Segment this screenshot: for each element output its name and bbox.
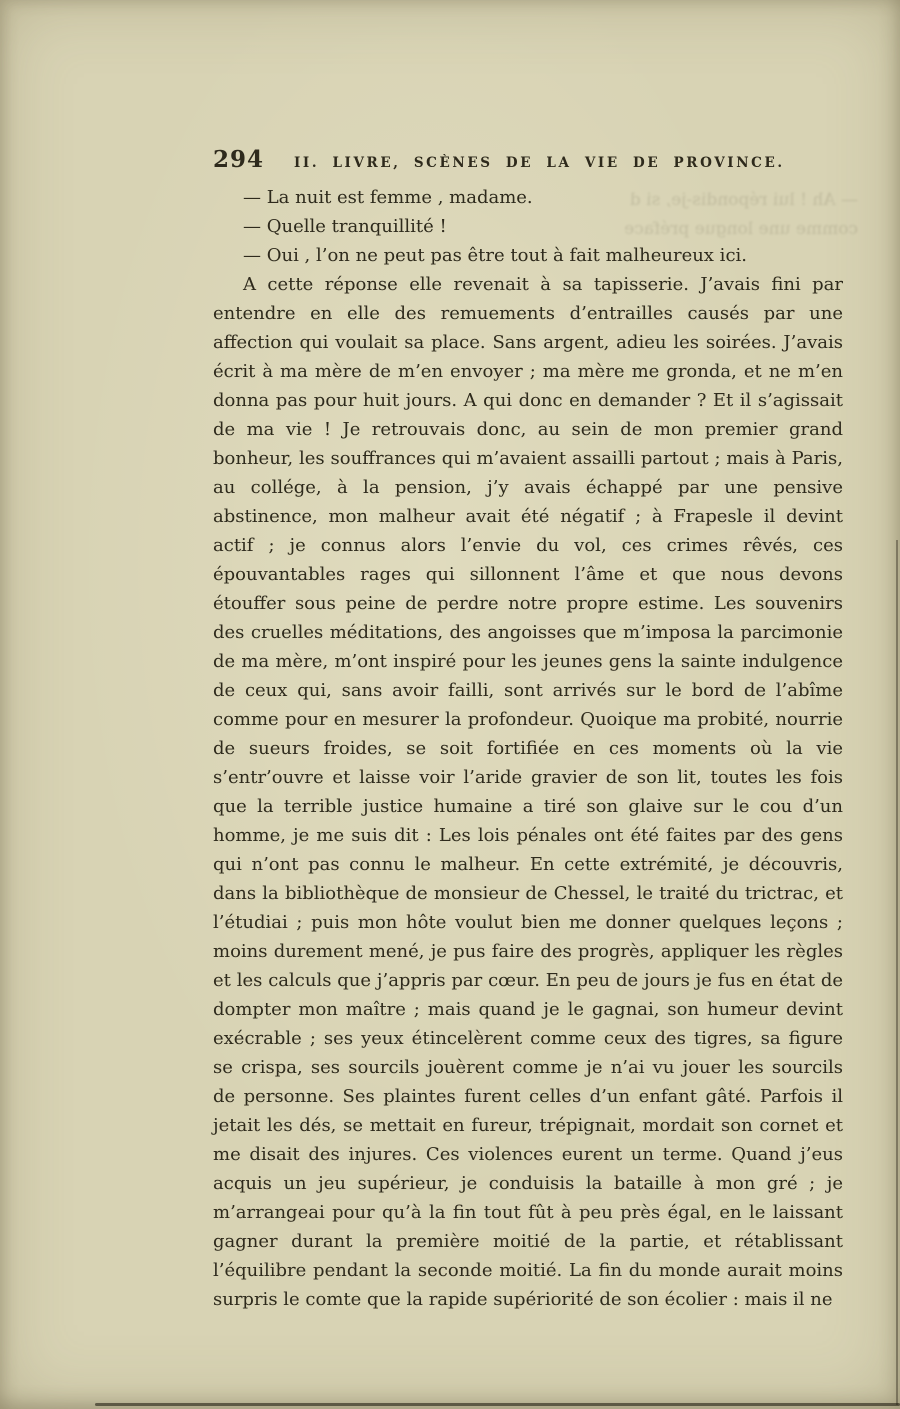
running-header-title: II. LIVRE, SCÈNES DE LA VIE DE PROVINCE.: [294, 155, 785, 171]
page-text-block: [213, 146, 843, 1314]
page-number: 294: [213, 146, 265, 173]
show-through-line: — Ah ! lui répondis-je, si d: [629, 190, 858, 210]
dialogue-paragraph: — Oui , l’on ne peut pas être tout à fait malheureux ici.: [243, 245, 747, 266]
body-paragraph: A cette réponse elle revenait à sa tapisserie. J’avais fini par entendre en elle des remuements d’entrailles causés par une affection qui voulait sa place. Sans argent, adieu les soirées. J’avais écrit à ma mère de m’en envoyer ; ma mère me gronda, et ne m’en donna pas pour huit jours. A qui donc en demander ? Et il s’agissait de ma vie ! Je retrouvais donc, au sein de mon premier grand bonheur, les souffrances qui m’avaient assailli partout ; mais à Paris, au collége, à la pension, j’y avais échappé par une pensive abstinence, mon malheur avait été négatif ; à Frapesle il devint actif ; je connus alors l’envie du vol, ces crimes rêvés, ces épouvantables rages qui sillonnent l’âme et que nous devons étouffer sous peine de perdre notre propre estime. Les souvenirs des cruelles méditations, des angoisses que m’imposa la parcimonie de ma mère, m’ont inspiré pour les jeunes gens la sainte indulgence de ceux qui, sans avoir failli, sont arrivés sur le bord de l’abîme comme pour en mesurer la profondeur. Quoique ma probité, nourrie de sueurs froides, se soit fortifiée en ces moments où la vie s’entr’ouvre et laisse voir l’aride gravier de son lit, toutes les fois que la terrible justice humaine a tiré son glaive sur le cou d’un homme, je me suis dit : Les lois pénales ont été faites par des gens qui n’ont pas connu le malheur. En cette extrémité, je découvris, dans la bibliothèque de monsieur de Chessel, le traité du trictrac, et l’étudiai ; puis mon hôte voulut bien me donner quelques leçons ; moins durement mené, je pus faire des progrès, appliquer les règles et les calculs que j’appris par cœur. En peu de jours je fus en état de dompter mon maître ; mais quand je le gagnai, son humeur devint exécrable ; ses yeux étincelèrent comme ceux des tigres, sa figure se crispa, ses sourcils jouèrent comme je n’ai vu jouer les sourcils de personne. Ses plaintes furent celles d’un enfant gâté. Parfois il jetait les dés, se mettait en fureur, trépignait, mordait son cornet et me disait des injures. Ces violences eurent un terme. Quand j’eus acquis un jeu supérieur, je conduisis la bataille à mon gré ; je m’arrangeai pour qu’à la fin tout fût à peu près égal, en le laissant gagner durant la première moitié de la partie, et rétablissant l’équilibre pendant la seconde moitié. La fin du monde aurait moins surpris le comte que la rapide supériorité de son écolier : mais il ne: [213, 274, 843, 1310]
dialogue-paragraph: — La nuit est femme , madame.: [243, 187, 533, 208]
dialogue-paragraph: — Quelle tranquillité !: [243, 216, 447, 237]
show-through-line: comme une longue préface: [624, 219, 858, 239]
running-header: [213, 146, 843, 173]
body-text: [213, 183, 843, 1314]
